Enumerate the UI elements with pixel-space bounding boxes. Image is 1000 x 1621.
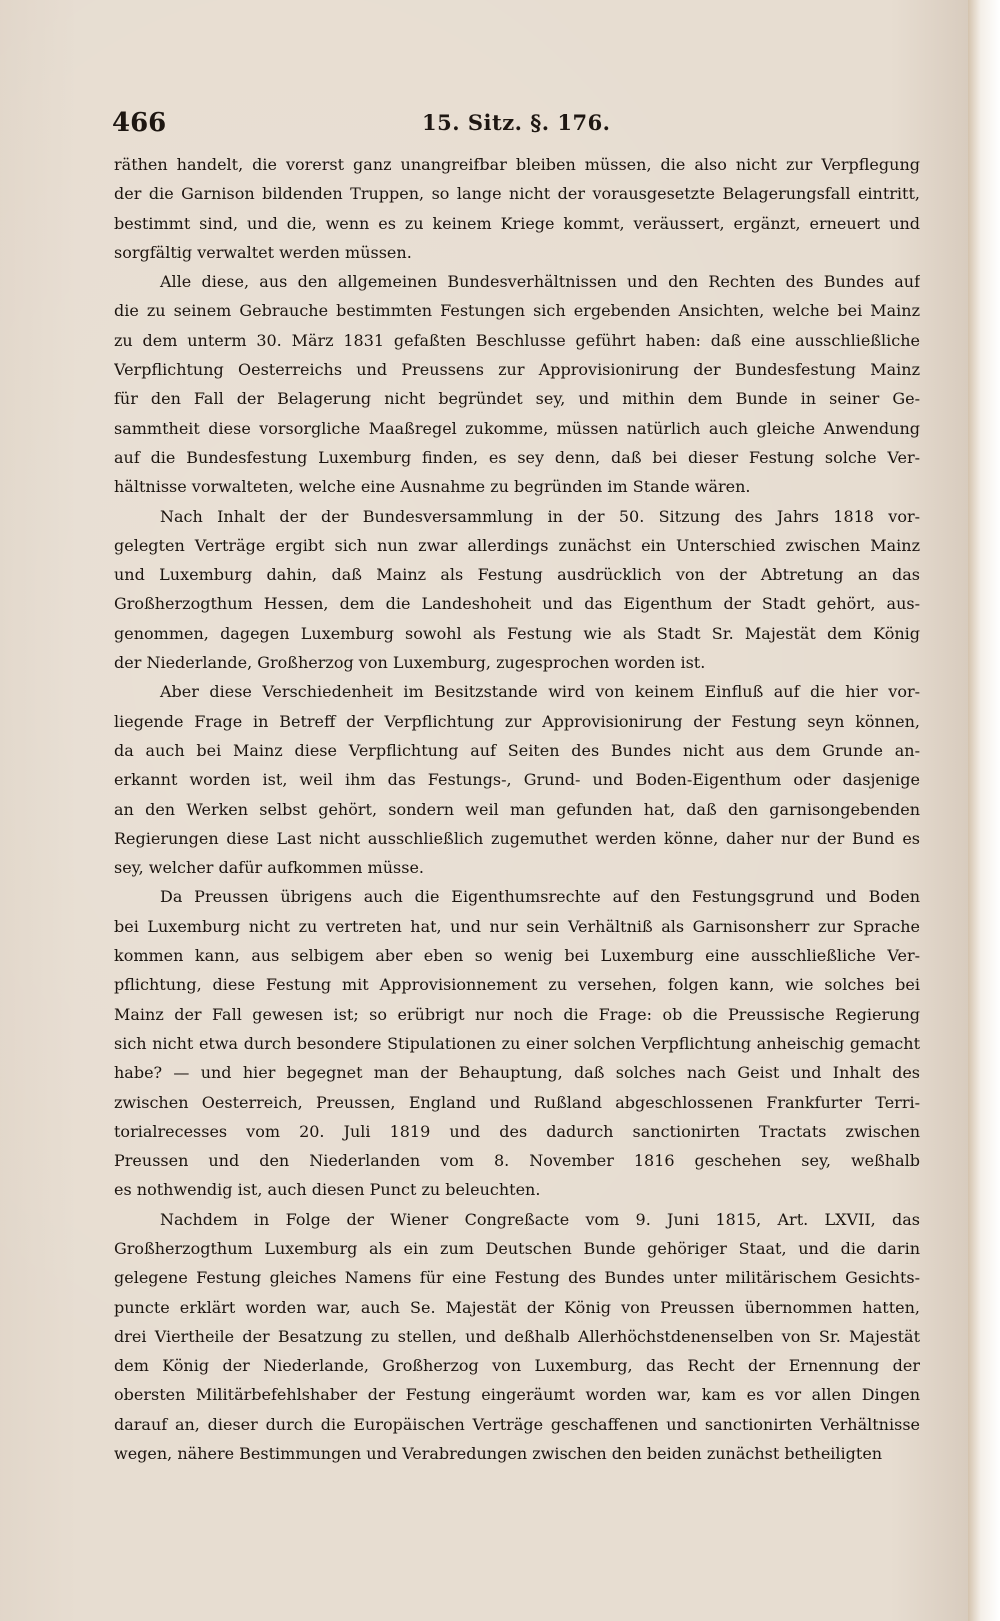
text-line: hältnisse vorwalteten, welche eine Ausnahme zu begründen im Stande wären. <box>114 477 751 497</box>
text-line: Großherzogthum Hessen, dem die Landeshoheit und das Eigenthum der Stadt gehört, aus- <box>114 594 920 614</box>
text-line: Großherzogthum Luxemburg als ein zum Deutschen Bunde gehöriger Staat, und die darin <box>114 1238 920 1258</box>
text-line: sey, welcher dafür aufkommen müsse. <box>114 858 425 878</box>
paragraph <box>114 1205 920 1469</box>
page-edge <box>968 0 1000 1621</box>
text-line: der Niederlande, Großherzog von Luxemburg, zugesprochen worden ist. <box>114 653 706 673</box>
text-line: räthen handelt, die vorerst ganz unangreifbar bleiben müssen, die also nicht zur Verpflegung <box>114 155 920 174</box>
text-line: sich nicht etwa durch besondere Stipulationen zu einer solchen Verpflichtung anheischig gemacht <box>114 1033 920 1053</box>
body-text <box>114 150 920 1468</box>
text-line: dem König der Niederlande, Großherzog von Luxemburg, das Recht der Ernennung der <box>114 1356 920 1376</box>
text-line: Verpflichtung Oesterreichs und Preussens zur Approvisionirung der Bundesfestung Mainz <box>114 360 920 380</box>
text-line: torialrecesses vom 20. Juli 1819 und des dadurch sanctionirten Tractats zwischen <box>114 1121 920 1141</box>
text-line: wegen, nähere Bestimmungen und Verabredungen zwischen den beiden zunächst betheiligten <box>114 1444 883 1464</box>
text-line: Da Preussen übrigens auch die Eigenthumsrechte auf den Festungsgrund und Boden <box>160 887 920 907</box>
text-line: die zu seinem Gebrauche bestimmten Festungen sich ergebenden Ansichten, welche bei Mainz <box>114 301 920 321</box>
text-line: an den Werken selbst gehört, sondern weil man gefunden hat, daß den garnisongebenden <box>114 799 920 819</box>
text-line: Nachdem in Folge der Wiener Congreßacte vom 9. Juni 1815, Art. LXVII, das <box>160 1209 920 1229</box>
text-line: sammtheit diese vorsorgliche Maaßregel zukomme, müssen natürlich auch gleiche Anwendung <box>114 418 920 438</box>
text-line: genommen, dagegen Luxemburg sowohl als Festung wie als Stadt Sr. Majestät dem König <box>114 623 920 643</box>
text-line: bei Luxemburg nicht zu vertreten hat, und nur sein Verhältniß als Garnisonsherr zur Sprache <box>114 916 920 936</box>
text-line: zwischen Oesterreich, Preussen, England und Rußland abgeschlossenen Frankfurter Terri- <box>114 1092 920 1112</box>
text-line: kommen kann, aus selbigem aber eben so wenig bei Luxemburg eine ausschließliche Ver- <box>114 946 920 966</box>
text-line: der die Garnison bildenden Truppen, so lange nicht der vorausgesetzte Belagerungsfall eintritt, <box>114 184 920 204</box>
text-line: es nothwendig ist, auch diesen Punct zu beleuchten. <box>114 1180 541 1200</box>
text-line: liegende Frage in Betreff der Verpflichtung zur Approvisionirung der Festung seyn können, <box>114 711 920 731</box>
text-line: pflichtung, diese Festung mit Approvisionnement zu versehen, folgen kann, wie solches bei <box>114 975 920 995</box>
text-line: puncte erklärt worden war, auch Se. Majestät der König von Preussen übernommen hatten, <box>114 1297 920 1317</box>
text-line: habe? — und hier begegnet man der Behauptung, daß solches nach Geist und Inhalt des <box>114 1063 920 1083</box>
text-line: Aber diese Verschiedenheit im Besitzstande wird von keinem Einfluß auf die hier vor- <box>160 682 920 702</box>
text-line: sorgfältig verwaltet werden müssen. <box>114 242 412 262</box>
running-head: 15. Sitz. §. 176. <box>422 110 611 135</box>
paragraph <box>114 502 920 678</box>
text-line: da auch bei Mainz diese Verpflichtung auf Seiten des Bundes nicht aus dem Grunde an- <box>114 740 920 760</box>
text-line: obersten Militärbefehlshaber der Festung eingeräumt worden war, kam es vor allen Dingen <box>114 1385 920 1405</box>
text-line: darauf an, dieser durch die Europäischen Verträge geschaffenen und sanctionirten Verhältnisse <box>114 1414 920 1434</box>
text-line: auf die Bundesfestung Luxemburg finden, es sey denn, daß bei dieser Festung solche Ver- <box>114 447 920 467</box>
text-line: und Luxemburg dahin, daß Mainz als Festung ausdrücklich von der Abtretung an das <box>114 565 920 585</box>
text-line: drei Viertheile der Besatzung zu stellen, und deßhalb Allerhöchstdenenselben von Sr. Majestät <box>114 1326 920 1346</box>
text-line: gelegene Festung gleiches Namens für eine Festung des Bundes unter militärischem Gesichts- <box>114 1268 920 1288</box>
text-line: Mainz der Fall gewesen ist; so erübrigt nur noch die Frage: ob die Preussische Regierung <box>114 1004 920 1024</box>
paragraph <box>114 677 920 882</box>
page-number: 466 <box>112 108 167 138</box>
paragraph <box>114 150 920 267</box>
text-line: bestimmt sind, und die, wenn es zu keinem Kriege kommt, veräussert, ergänzt, erneuert und <box>114 213 920 233</box>
paragraph <box>114 267 920 501</box>
paragraph <box>114 882 920 1204</box>
text-line: gelegten Verträge ergibt sich nun zwar allerdings zunächst ein Unterschied zwischen Mainz <box>114 535 920 555</box>
text-line: Preussen und den Niederlanden vom 8. November 1816 geschehen sey, weßhalb <box>114 1151 920 1171</box>
page-header <box>112 108 920 142</box>
text-line: Alle diese, aus den allgemeinen Bundesverhältnissen und den Rechten des Bundes auf <box>160 272 920 292</box>
text-line: erkannt worden ist, weil ihm das Festungs-, Grund- und Boden-Eigenthum oder dasjenige <box>114 770 920 790</box>
text-line: zu dem unterm 30. März 1831 gefaßten Beschlusse geführt haben: daß eine ausschließliche <box>114 330 920 350</box>
text-line: Nach Inhalt der der Bundesversammlung in der 50. Sitzung des Jahrs 1818 vor- <box>160 506 920 526</box>
text-line: Regierungen diese Last nicht ausschließlich zugemuthet werden könne, daher nur der Bund es <box>114 828 920 848</box>
text-line: für den Fall der Belagerung nicht begründet sey, und mithin dem Bunde in seiner Ge- <box>114 389 920 409</box>
